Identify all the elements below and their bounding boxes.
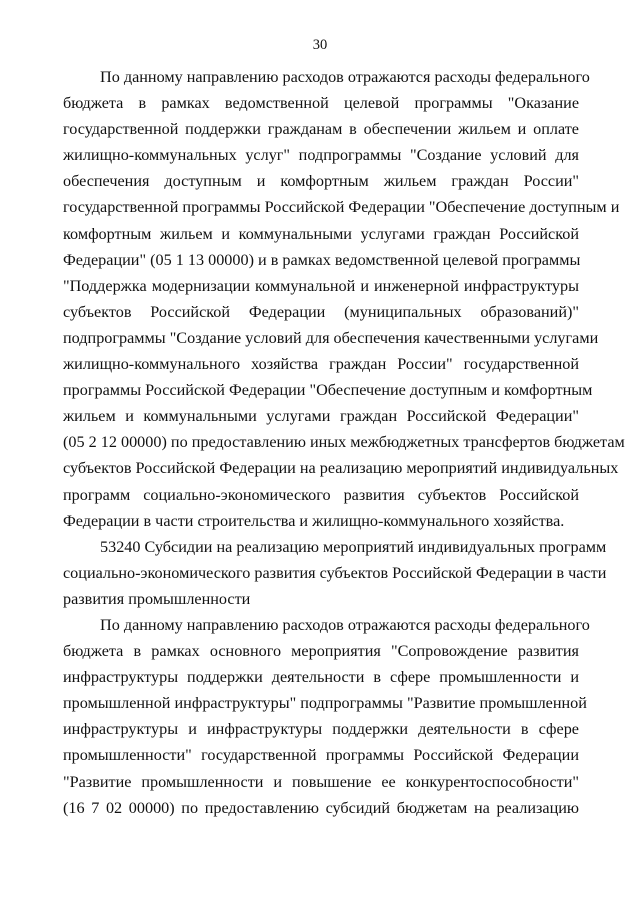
text-line: программы Российской Федерации "Обеспечение доступным и комфортным — [63, 381, 593, 400]
text-line: программ социально-экономического развития субъектов Российской — [63, 485, 579, 504]
text-line: (16 7 02 00000) по предоставлению субсидий бюджетам на реализацию — [63, 798, 579, 817]
text-line: жилищно-коммунального хозяйства граждан России" государственной — [63, 355, 579, 374]
text-line: подпрограммы "Создание условий для обеспечения качественными услугами — [63, 328, 599, 347]
text-line: (05 2 12 00000) по предоставлению иных межбюджетных трансфертов бюджетам — [63, 433, 625, 452]
text-line: субъектов Российской Федерации на реализацию мероприятий индивидуальных — [63, 459, 619, 478]
text-line: промышленности" государственной программы Российской Федерации — [63, 746, 579, 765]
text-line: Федерации в части строительства и жилищно-коммунального хозяйства. — [63, 511, 565, 530]
text-line: инфраструктуры поддержки деятельности в сфере промышленности и — [63, 668, 579, 687]
text-line: государственной поддержки гражданам в обеспечении жильем и оплате — [63, 120, 579, 139]
text-line: инфраструктуры и инфраструктуры поддержки деятельности в сфере — [63, 720, 579, 739]
text-line: 53240 Субсидии на реализацию мероприятий индивидуальных программ — [100, 537, 607, 556]
page-number: 30 — [312, 37, 328, 53]
text-line: бюджета в рамках основного мероприятия "Сопровождение развития — [63, 642, 579, 661]
text-line: субъектов Российской Федерации (муниципальных образований)" — [63, 302, 579, 321]
text-line: обеспечения доступным и комфортным жильем граждан России" — [63, 172, 579, 191]
text-line: государственной программы Российской Федерации "Обеспечение доступным и — [63, 198, 620, 217]
text-line: Федерации" (05 1 13 00000) и в рамках ведомственной целевой программы — [63, 250, 581, 269]
text-line: По данному направлению расходов отражаются расходы федерального — [100, 615, 590, 634]
text-line: жильем и коммунальными услугами граждан Российской Федерации" — [63, 407, 579, 426]
text-line: развития промышленности — [63, 589, 251, 608]
text-line: комфортным жильем и коммунальными услугами граждан Российской — [63, 224, 579, 243]
text-line: "Развитие промышленности и повышение ее конкурентоспособности" — [63, 772, 579, 791]
text-line: бюджета в рамках ведомственной целевой программы "Оказание — [63, 94, 579, 113]
document-body — [63, 64, 625, 821]
text-line: жилищно-коммунальных услуг" подпрограммы "Создание условий для — [63, 146, 579, 165]
text-line: "Поддержка модернизации коммунальной и инженерной инфраструктуры — [63, 276, 579, 295]
text-line: По данному направлению расходов отражаются расходы федерального — [100, 68, 590, 86]
text-line: промышленной инфраструктуры" подпрограммы "Развитие промышленной — [63, 694, 587, 713]
text-line: социально-экономического развития субъектов Российской Федерации в части — [63, 563, 607, 582]
